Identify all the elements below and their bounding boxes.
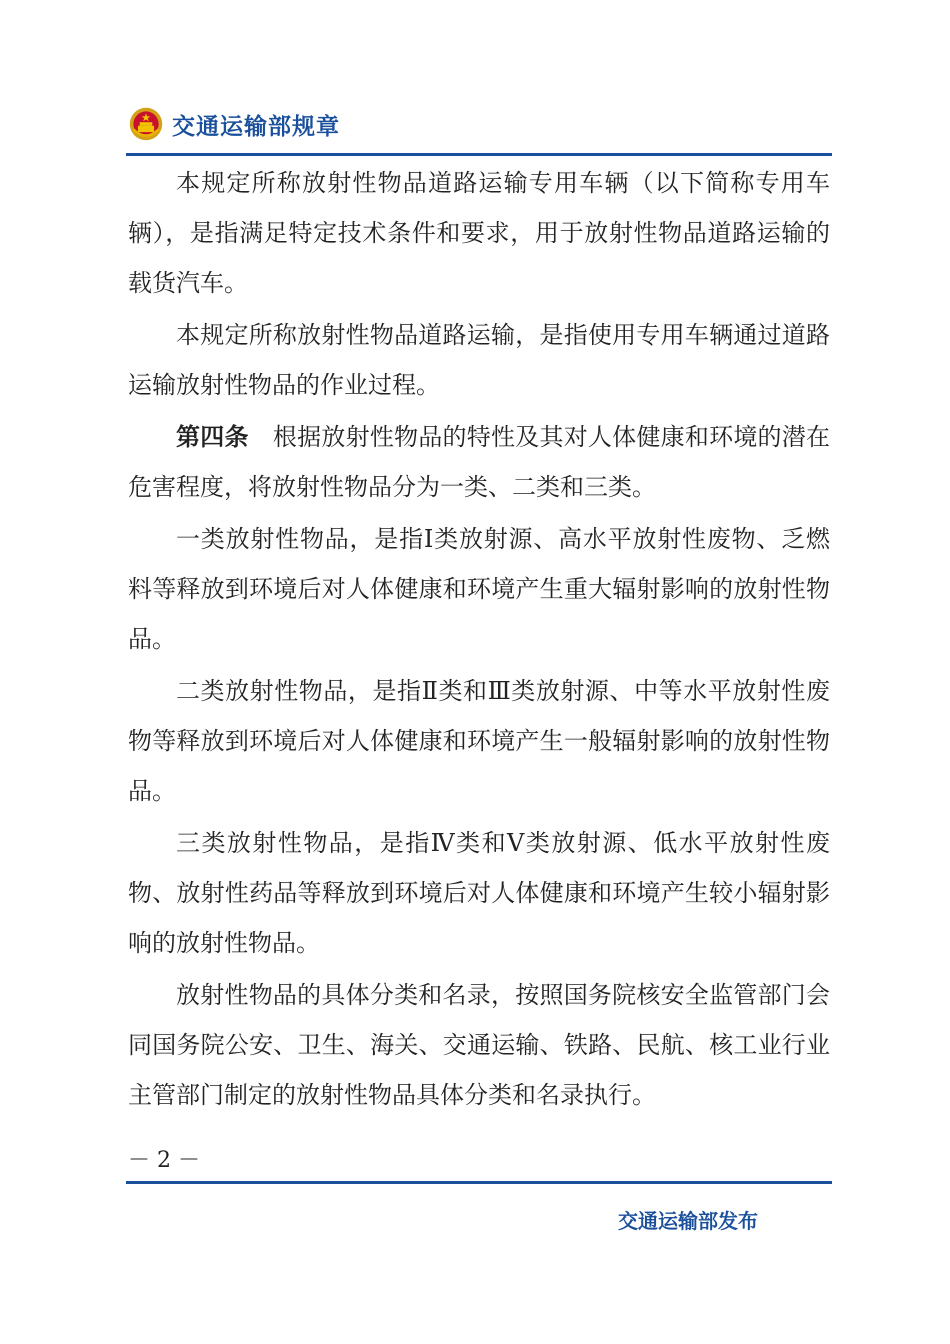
footer-divider [126, 1181, 832, 1184]
paragraph-2 [128, 310, 830, 410]
paragraph-text: 根据放射性物品的特性及其对人体健康和环境的潜在危害程度，将放射性物品分为一类、二类和三类。 [128, 423, 831, 501]
national-emblem-icon [128, 106, 164, 142]
paragraph-3 [128, 412, 830, 512]
footer-publisher: 交通运输部发布 [618, 1209, 758, 1233]
paragraph-text: 本规定所称放射性物品道路运输，是指使用专用车辆通过道路运输放射性物品的作业过程。 [128, 321, 830, 399]
paragraph-text: 本规定所称放射性物品道路运输专用车辆（以下简称专用车辆），是指满足特定技术条件和要求，用于放射性物品道路运输的载货汽车。 [128, 169, 830, 297]
paragraph-7 [128, 970, 830, 1120]
header-title: 交通运输部规章 [172, 113, 340, 140]
paragraph-text: 放射性物品的具体分类和名录，按照国务院核安全监管部门会同国务院公安、卫生、海关、交通运输、铁路、民航、核工业行业主管部门制定的放射性物品具体分类和名录执行。 [128, 981, 830, 1109]
paragraph-text: 二类放射性物品，是指Ⅱ类和Ⅲ类放射源、中等水平放射性废物等释放到环境后对人体健康和环境产生一般辐射影响的放射性物品。 [128, 677, 830, 805]
paragraph-1 [128, 158, 830, 308]
article-number: 第四条 [176, 423, 249, 451]
paragraph-text: 一类放射性物品，是指Ⅰ类放射源、高水平放射性废物、乏燃料等释放到环境后对人体健康和环境产生重大辐射影响的放射性物品。 [128, 525, 830, 653]
paragraph-5 [128, 666, 830, 816]
page-number: － 2 － [128, 1148, 200, 1173]
paragraph-4 [128, 514, 830, 664]
header-divider [126, 153, 832, 156]
page-header [128, 102, 340, 146]
paragraph-text: 三类放射性物品，是指Ⅳ类和Ⅴ类放射源、低水平放射性废物、放射性药品等释放到环境后对人体健康和环境产生较小辐射影响的放射性物品。 [128, 829, 830, 957]
document-body [128, 158, 830, 1122]
paragraph-6 [128, 818, 830, 968]
